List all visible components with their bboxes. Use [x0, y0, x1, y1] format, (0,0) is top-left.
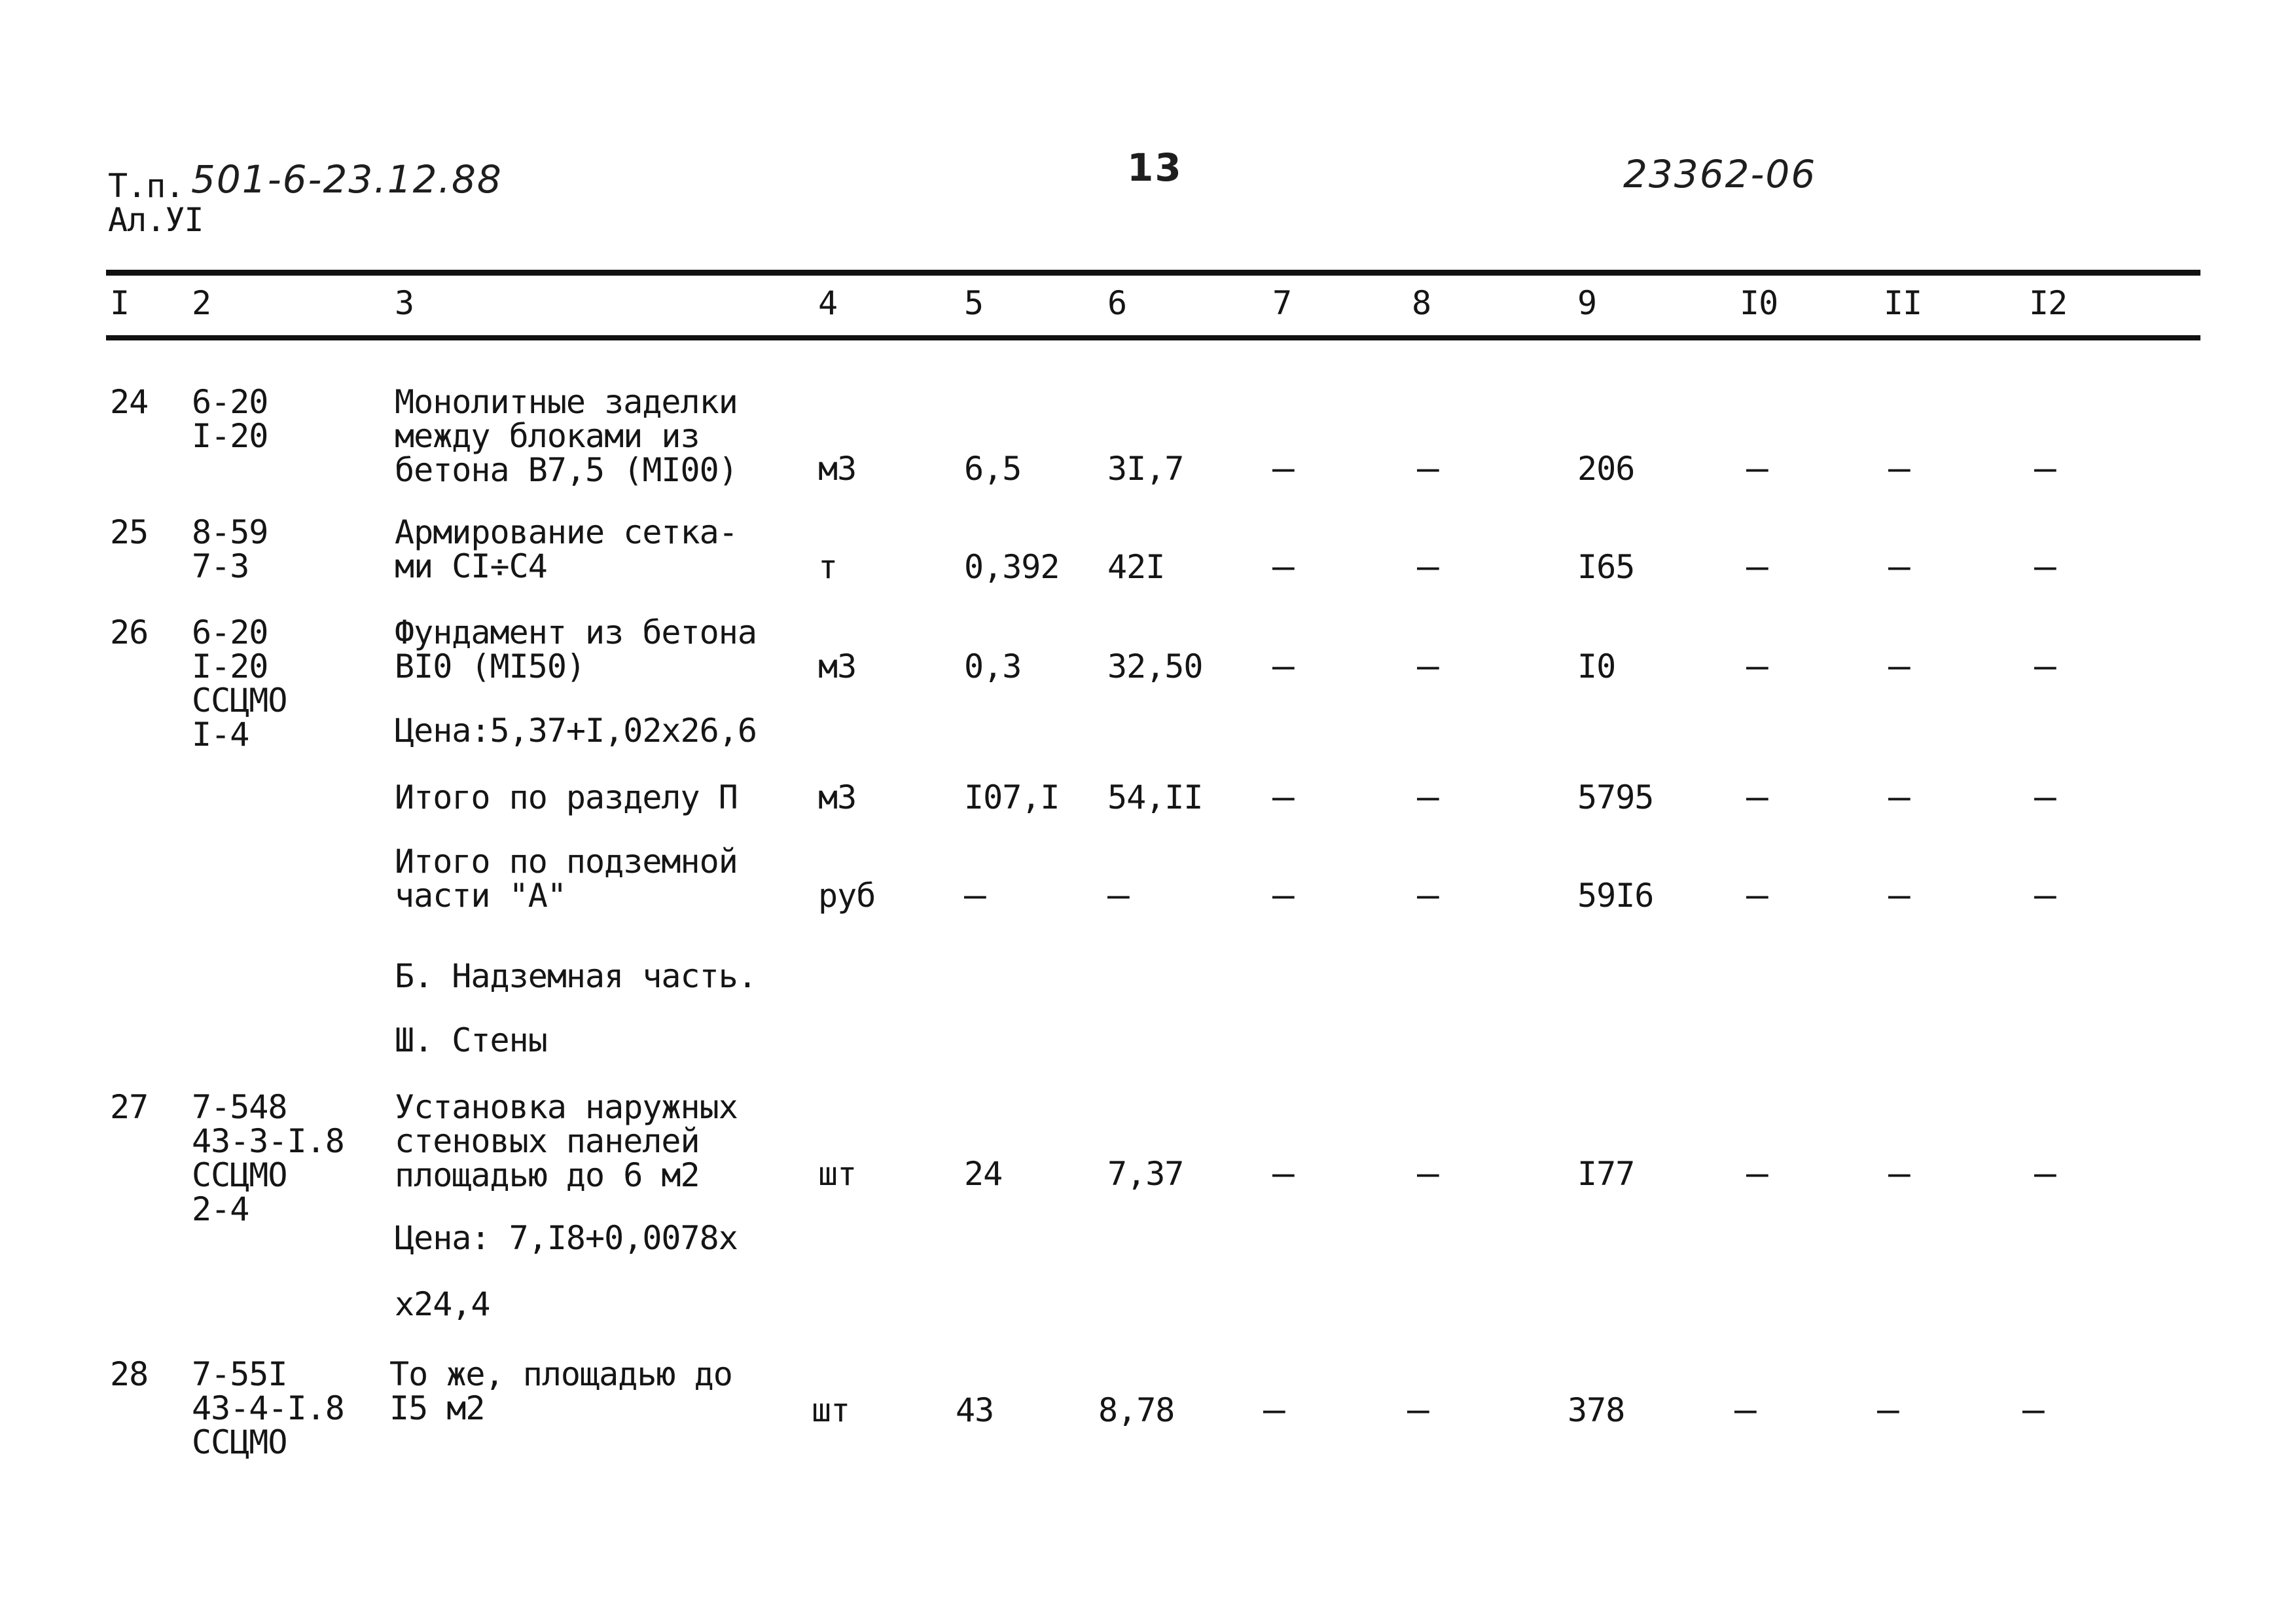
- row-description: Итого по разделу П: [395, 778, 738, 816]
- row-col11: –: [1888, 447, 1910, 490]
- row-col10: –: [1746, 447, 1768, 490]
- row-unit-cost: 7,37: [1107, 1155, 1184, 1193]
- col-header-5: 5: [964, 284, 984, 322]
- row-col8: –: [1417, 1152, 1439, 1195]
- row-col7: –: [1272, 645, 1294, 687]
- row-unit-cost: 8,78: [1098, 1391, 1175, 1429]
- row-total: I77: [1577, 1155, 1635, 1193]
- row-number: 24: [110, 383, 149, 421]
- price-note: Цена: 7,I8+0,0078х: [395, 1219, 738, 1257]
- price-note-continued: х24,4: [395, 1285, 490, 1323]
- row-code: 6-20 I-20: [192, 383, 268, 455]
- col-header-6: 6: [1107, 284, 1127, 322]
- row-total: 5795: [1577, 778, 1654, 816]
- top-rule: [106, 270, 2200, 276]
- row-unit: м3: [818, 450, 857, 488]
- row-unit-cost: 42I: [1107, 548, 1165, 586]
- row-quantity: –: [964, 874, 986, 917]
- row-col10: –: [1746, 545, 1768, 588]
- col-header-3: 3: [395, 284, 414, 322]
- row-col10: –: [1746, 1152, 1768, 1195]
- row-col12: –: [2034, 545, 2056, 588]
- row-quantity: 43: [956, 1391, 994, 1429]
- row-code: 8-59 7-3: [192, 513, 268, 585]
- row-description: То же, площадью до I5 м2: [389, 1355, 732, 1427]
- col-header-4: 4: [818, 284, 838, 322]
- row-total: I65: [1577, 548, 1635, 586]
- row-unit: шт: [818, 1155, 857, 1193]
- row-col12: –: [2034, 645, 2056, 687]
- row-col8: –: [1417, 874, 1439, 917]
- row-unit: м3: [818, 778, 857, 816]
- page-number: 13: [1127, 145, 1183, 190]
- doc-prefix: Т.п.: [108, 167, 185, 205]
- row-col7: –: [1272, 1152, 1294, 1195]
- row-unit-cost: 32,50: [1107, 647, 1203, 685]
- row-col8: –: [1417, 776, 1439, 818]
- row-col12: –: [2034, 447, 2056, 490]
- row-col12: –: [2034, 776, 2056, 818]
- album-label: Ал.УI: [108, 201, 204, 239]
- row-col8: –: [1417, 645, 1439, 687]
- archive-code: 23362-06: [1623, 152, 1817, 196]
- row-unit: м3: [818, 647, 857, 685]
- header-rule: [106, 335, 2200, 340]
- row-unit: руб: [818, 877, 876, 915]
- row-unit-cost: 3I,7: [1107, 450, 1184, 488]
- row-number: 26: [110, 613, 149, 651]
- row-col12: –: [2034, 874, 2056, 917]
- row-col7: –: [1272, 447, 1294, 490]
- row-unit: шт: [812, 1391, 850, 1429]
- row-col8: –: [1417, 447, 1439, 490]
- row-description: Армирование сетка- ми СI÷С4: [395, 513, 738, 585]
- row-description: Итого по подземной части "А": [395, 843, 738, 915]
- section-heading: Б. Надземная часть.: [395, 957, 757, 995]
- row-col10: –: [1746, 874, 1768, 917]
- row-col11: –: [1888, 874, 1910, 917]
- row-unit: т: [818, 548, 838, 586]
- row-col10: –: [1746, 645, 1768, 687]
- col-header-7: 7: [1272, 284, 1292, 322]
- col-header-9: 9: [1577, 284, 1597, 322]
- row-col11: –: [1888, 776, 1910, 818]
- row-code: 6-20 I-20 ССЦМО I-4: [192, 613, 287, 754]
- row-col8: –: [1407, 1389, 1429, 1431]
- row-col11: –: [1877, 1389, 1899, 1431]
- row-col11: –: [1888, 1152, 1910, 1195]
- row-col10: –: [1746, 776, 1768, 818]
- price-note: Цена:5,37+I,02х26,6: [395, 712, 757, 750]
- row-code: 7-55I 43-4-I.8 ССЦМО: [192, 1355, 344, 1461]
- row-col11: –: [1888, 545, 1910, 588]
- col-header-2: 2: [192, 284, 211, 322]
- row-col7: –: [1272, 545, 1294, 588]
- row-col12: –: [2034, 1152, 2056, 1195]
- row-number: 25: [110, 513, 149, 551]
- row-quantity: 24: [964, 1155, 1003, 1193]
- row-code: 7-548 43-3-I.8 ССЦМО 2-4: [192, 1088, 344, 1228]
- col-header-11: II: [1884, 284, 1922, 322]
- doc-number: 501-6-23.12.88: [191, 157, 503, 202]
- col-header-12: I2: [2029, 284, 2068, 322]
- row-col12: –: [2022, 1389, 2044, 1431]
- row-total: I0: [1577, 647, 1616, 685]
- row-quantity: 6,5: [964, 450, 1022, 488]
- row-col8: –: [1417, 545, 1439, 588]
- row-total: 59I6: [1577, 877, 1654, 915]
- col-header-8: 8: [1412, 284, 1431, 322]
- row-number: 27: [110, 1088, 149, 1126]
- row-quantity: I07,I: [964, 778, 1060, 816]
- row-col7: –: [1272, 776, 1294, 818]
- row-quantity: 0,392: [964, 548, 1060, 586]
- row-description: Фундамент из бетона ВI0 (МI50): [395, 613, 757, 685]
- row-col11: –: [1888, 645, 1910, 687]
- row-description: Установка наружных стеновых панелей площадью до 6 м2: [395, 1088, 738, 1194]
- row-quantity: 0,3: [964, 647, 1022, 685]
- row-total: 206: [1577, 450, 1635, 488]
- row-col7: –: [1272, 874, 1294, 917]
- col-header-10: I0: [1740, 284, 1778, 322]
- row-description: Монолитные заделки между блоками из бетона В7,5 (МI00): [395, 383, 738, 489]
- row-unit-cost: –: [1107, 874, 1129, 917]
- row-col10: –: [1734, 1389, 1756, 1431]
- col-header-1: I: [110, 284, 130, 322]
- row-col7: –: [1263, 1389, 1285, 1431]
- section-heading: Ш. Стены: [395, 1021, 547, 1059]
- row-number: 28: [110, 1355, 149, 1393]
- row-total: 378: [1568, 1391, 1625, 1429]
- row-unit-cost: 54,II: [1107, 778, 1203, 816]
